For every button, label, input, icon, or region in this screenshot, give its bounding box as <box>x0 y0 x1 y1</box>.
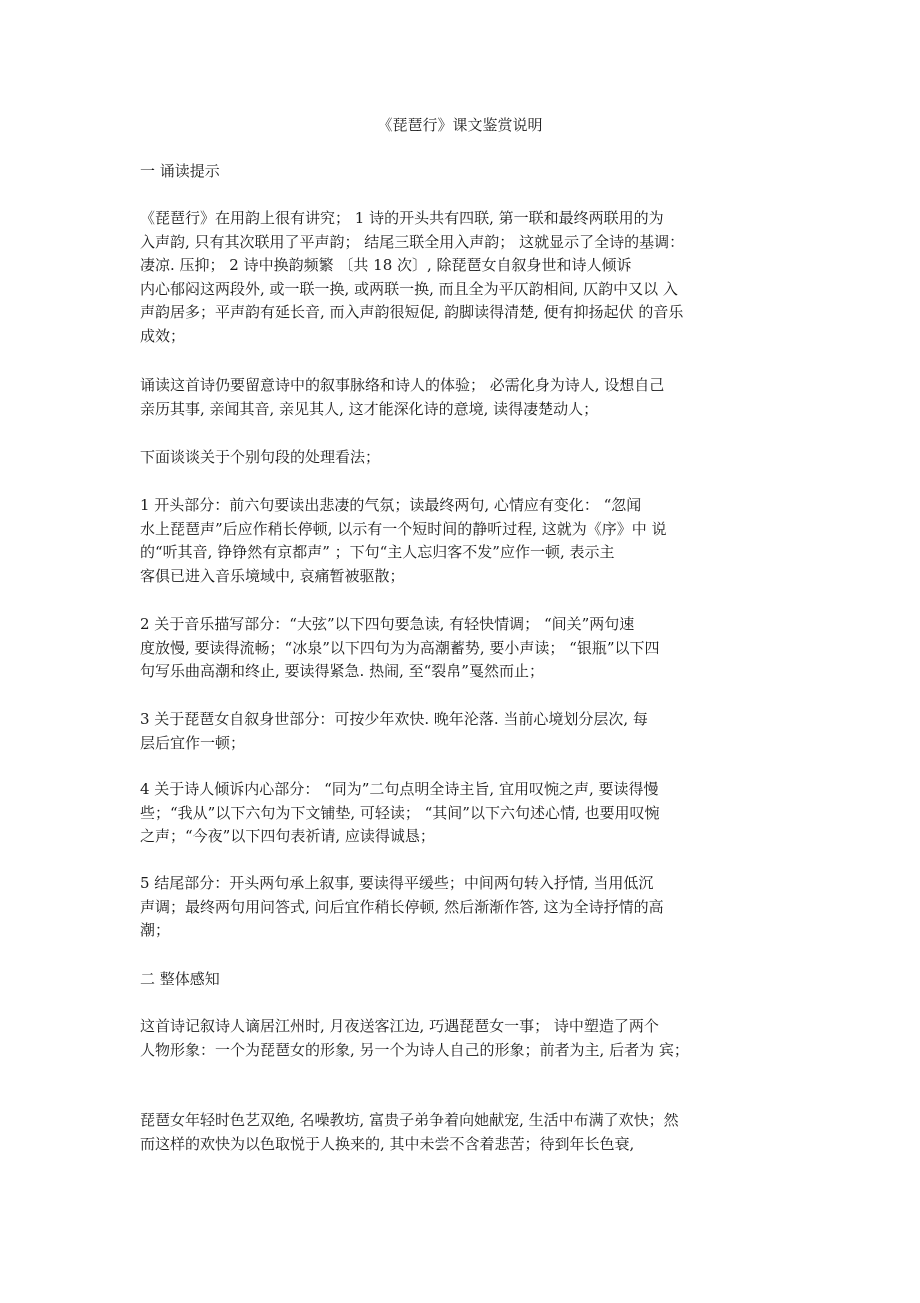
text-line: 亲历其事, 亲闻其音, 亲见其人, 这才能深化诗的意境, 读得凄楚动人； <box>140 399 599 418</box>
text-line: 客俱已进入音乐境域中, 哀痛暂被驱散； <box>140 566 405 585</box>
text-line: 成效； <box>140 326 186 345</box>
text-line: 声调；最终两句用问答式, 问后宜作稍长停顿, 然后渐渐作答, 这为全诗抒情的高 <box>140 897 664 916</box>
paragraph-narrative <box>140 374 780 421</box>
text-line: 层后宜作一顿； <box>140 733 246 752</box>
text-line: 这首诗记叙诗人谪居江州时, 月夜送客江边, 巧遇琵琶女一事； 诗中塑造了两个 <box>140 1017 659 1035</box>
text-line: 声韵居多；平声韵有延长音, 而入声韵很短促, 韵脚读得清楚, 便有抑扬起伏 的音乐 <box>140 303 684 321</box>
text-line: 5 结尾部分：开头两句承上叙事, 要读得平缓些；中间两句转入抒情, 当用低沉 <box>140 874 654 892</box>
paragraph-point-5 <box>140 872 780 943</box>
text-line: 些；“我从”以下六句为下文铺垫, 可轻读； “其间”以下六句述心情, 也要用叹惋 <box>140 803 660 822</box>
text-line: 人物形象：一个为琵琶女的形象, 另一个为诗人自己的形象；前者为主, 后者为 宾； <box>140 1040 689 1059</box>
text-line: 潮； <box>140 921 171 939</box>
text-line: 的“听其音, 铮铮然有京都声” ；下句“主人忘归客不发”应作一顿, 表示主 <box>140 543 615 561</box>
document-title: 《琵琶行》课文鉴赏说明 <box>377 116 543 134</box>
text-line: 凄凉. 压抑； 2 诗中换韵频繁 〔共 18 次〕, 除琵琶女自叙身世和诗人倾诉 <box>140 256 632 274</box>
section-heading-overview: 二 整体感知 <box>140 970 220 988</box>
section-heading-recitation: 一 诵读提示 <box>140 162 220 180</box>
text-line: 1 开头部分：前六句要读出悲凄的气氛；读最终两句, 心情应有变化： “忽闻 <box>140 496 642 514</box>
text-line: 度放慢, 要读得流畅；“冰泉”以下四句为为高潮蓄势, 要小声读； “银瓶”以下四 <box>140 638 660 657</box>
text-line: 2 关于音乐描写部分：“大弦”以下四句要急读, 有轻快情调； “间关”两句速 <box>140 615 635 633</box>
text-line: 3 关于琵琶女自叙身世部分：可按少年欢快. 晚年沦落. 当前心境划分层次, 每 <box>140 710 648 728</box>
paragraph-point-3 <box>140 708 780 755</box>
text-line: 琵琶女年轻时色艺双绝, 名噪教坊, 富贵子弟争着向她献宠, 生活中布满了欢快；然 <box>140 1111 679 1129</box>
text-line: 入声韵, 只有其次联用了平声韵； 结尾三联全用入声韵； 这就显示了全诗的基调： <box>140 232 685 251</box>
paragraph-pipa-woman <box>140 1109 780 1156</box>
text-line: 水上琵琶声”后应作稍长停顿, 以示有一个短时间的静听过程, 这就为《序》中 说 <box>140 519 667 538</box>
text-line: 《琵琶行》在用韵上很有讲究； 1 诗的开头共有四联, 第一联和最终两联用的为 <box>140 209 664 227</box>
text-line: 内心郁闷这两段外, 或一联一换, 或两联一换, 而且全为平仄韵相间, 仄韵中又以 入 <box>140 279 678 298</box>
paragraph-overview <box>140 1015 780 1062</box>
paragraph-point-4 <box>140 778 780 849</box>
paragraph-point-2 <box>140 613 780 684</box>
paragraph-rhyme <box>140 207 780 348</box>
text-line: 句写乐曲高潮和终止, 要读得紧急. 热闹, 至“裂帛”戛然而止； <box>140 662 544 680</box>
paragraph-point-1 <box>140 494 780 588</box>
text-line: 而这样的欢快为以色取悦于人换来的, 其中未尝不含着悲苦；待到年长色衰, <box>140 1134 635 1153</box>
text-line: 4 关于诗人倾诉内心部分： “同为”二句点明全诗主旨, 宜用叹惋之声, 要读得慢 <box>140 780 659 798</box>
text-line: 下面谈谈关于个别句段的处理看法； <box>140 448 381 466</box>
text-line: 诵读这首诗仍要留意诗中的叙事脉络和诗人的体验； 必需化身为诗人, 设想自己 <box>140 376 665 394</box>
text-line: 之声；“今夜”以下四句表祈请, 应读得诚恳； <box>140 827 435 845</box>
paragraph-intro <box>140 446 780 470</box>
